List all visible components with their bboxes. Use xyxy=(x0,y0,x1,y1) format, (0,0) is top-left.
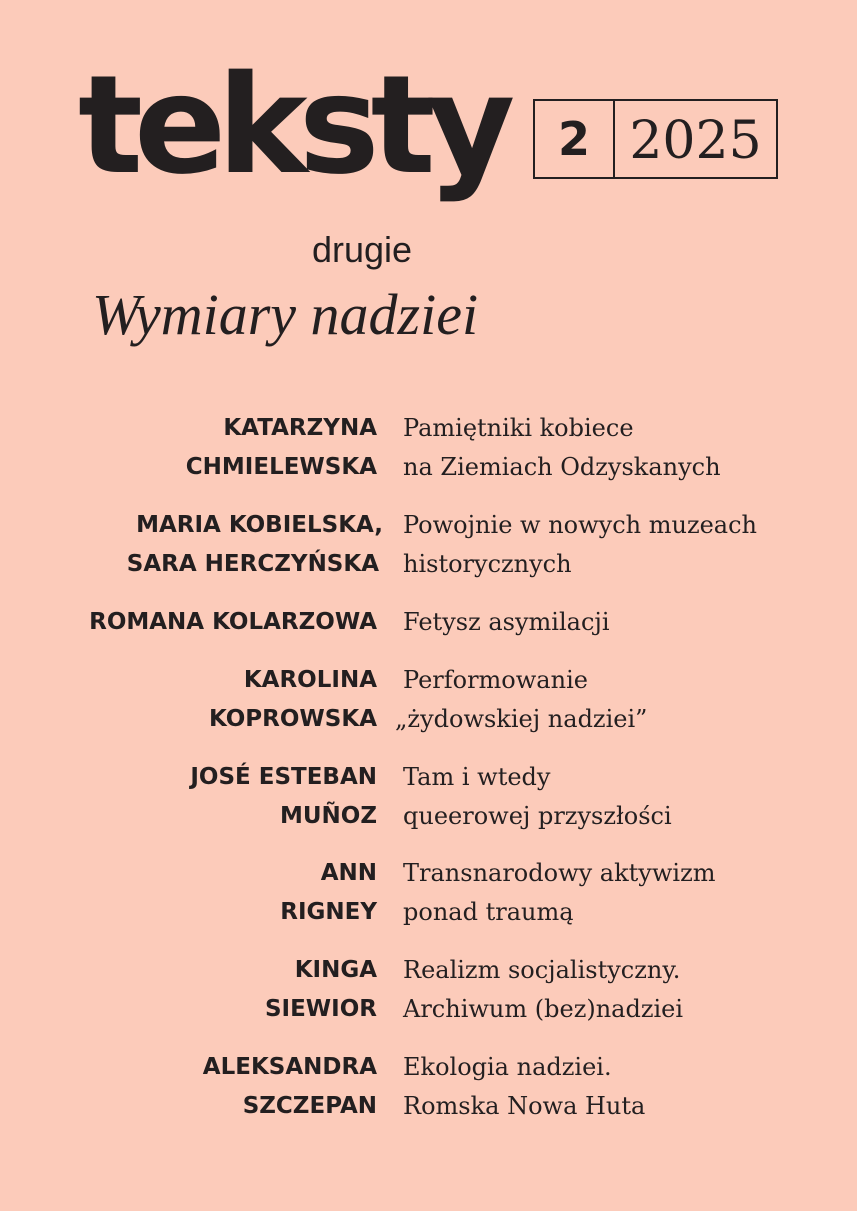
toc-authors xyxy=(89,603,377,642)
toc-article-title xyxy=(403,603,610,642)
title-line: na Ziemiach Odzyskanych xyxy=(403,453,721,481)
issue-number: 2 xyxy=(535,101,615,177)
issue-theme-title: Wymiary nadziei xyxy=(92,282,479,347)
title-line: Pamiętniki kobiece xyxy=(403,414,634,442)
author-line: CHMIELEWSKA xyxy=(185,454,377,480)
toc-article-title xyxy=(403,409,721,487)
toc-article-title xyxy=(395,661,648,739)
title-line: „żydowskiej nadziei” xyxy=(395,705,648,733)
title-line: Ekologia nadziei. xyxy=(403,1053,612,1081)
title-line: Performowanie xyxy=(403,666,588,694)
toc-authors xyxy=(127,506,383,584)
title-line: queerowej przyszłości xyxy=(403,802,672,830)
author-line: KATARZYNA xyxy=(223,415,377,441)
toc-authors xyxy=(203,1048,377,1126)
title-line: Archiwum (bez)nadziei xyxy=(403,995,684,1023)
author-line: KOPROWSKA xyxy=(208,706,377,732)
author-line: ROMANA KOLARZOWA xyxy=(89,609,377,635)
toc-authors xyxy=(186,409,377,487)
author-line: MUÑOZ xyxy=(279,803,377,829)
author-line: SARA HERCZYŃSKA xyxy=(126,551,379,577)
toc-article-title xyxy=(403,854,715,932)
toc-article-title xyxy=(403,758,672,836)
toc-authors xyxy=(280,854,377,932)
issue-box xyxy=(533,99,778,179)
author-line: ANN xyxy=(320,860,377,886)
toc-authors xyxy=(190,758,377,836)
author-line: KINGA xyxy=(294,957,377,983)
author-line: SZCZEPAN xyxy=(242,1093,377,1119)
author-line: SIEWIOR xyxy=(264,996,377,1022)
title-line: Transnarodowy aktywizm xyxy=(403,859,716,887)
title-line: Fetysz asymilacji xyxy=(403,608,610,636)
logo-subtitle: drugie xyxy=(312,229,413,270)
author-line: RIGNEY xyxy=(280,899,377,925)
issue-year: 2025 xyxy=(629,111,762,171)
toc-article-title xyxy=(403,506,757,584)
author-line: ALEKSANDRA xyxy=(202,1054,377,1080)
logo-wordmark: teksty xyxy=(78,47,507,205)
author-line: JOSÉ ESTEBAN xyxy=(190,764,377,790)
title-line: Romska Nowa Huta xyxy=(403,1092,646,1120)
journal-logo xyxy=(78,46,508,270)
title-line: Realizm socjalistyczny. xyxy=(403,956,681,984)
toc-article-title xyxy=(403,1048,645,1126)
author-line: MARIA KOBIELSKA, xyxy=(136,512,383,538)
toc-authors xyxy=(209,661,377,739)
title-line: ponad traumą xyxy=(403,898,574,926)
toc-authors xyxy=(265,951,377,1029)
author-line: KAROLINA xyxy=(243,667,377,693)
title-line: historycznych xyxy=(403,550,572,578)
title-line: Tam i wtedy xyxy=(403,763,551,791)
toc-article-title xyxy=(403,951,683,1029)
title-line: Powojnie w nowych muzeach xyxy=(403,511,757,539)
